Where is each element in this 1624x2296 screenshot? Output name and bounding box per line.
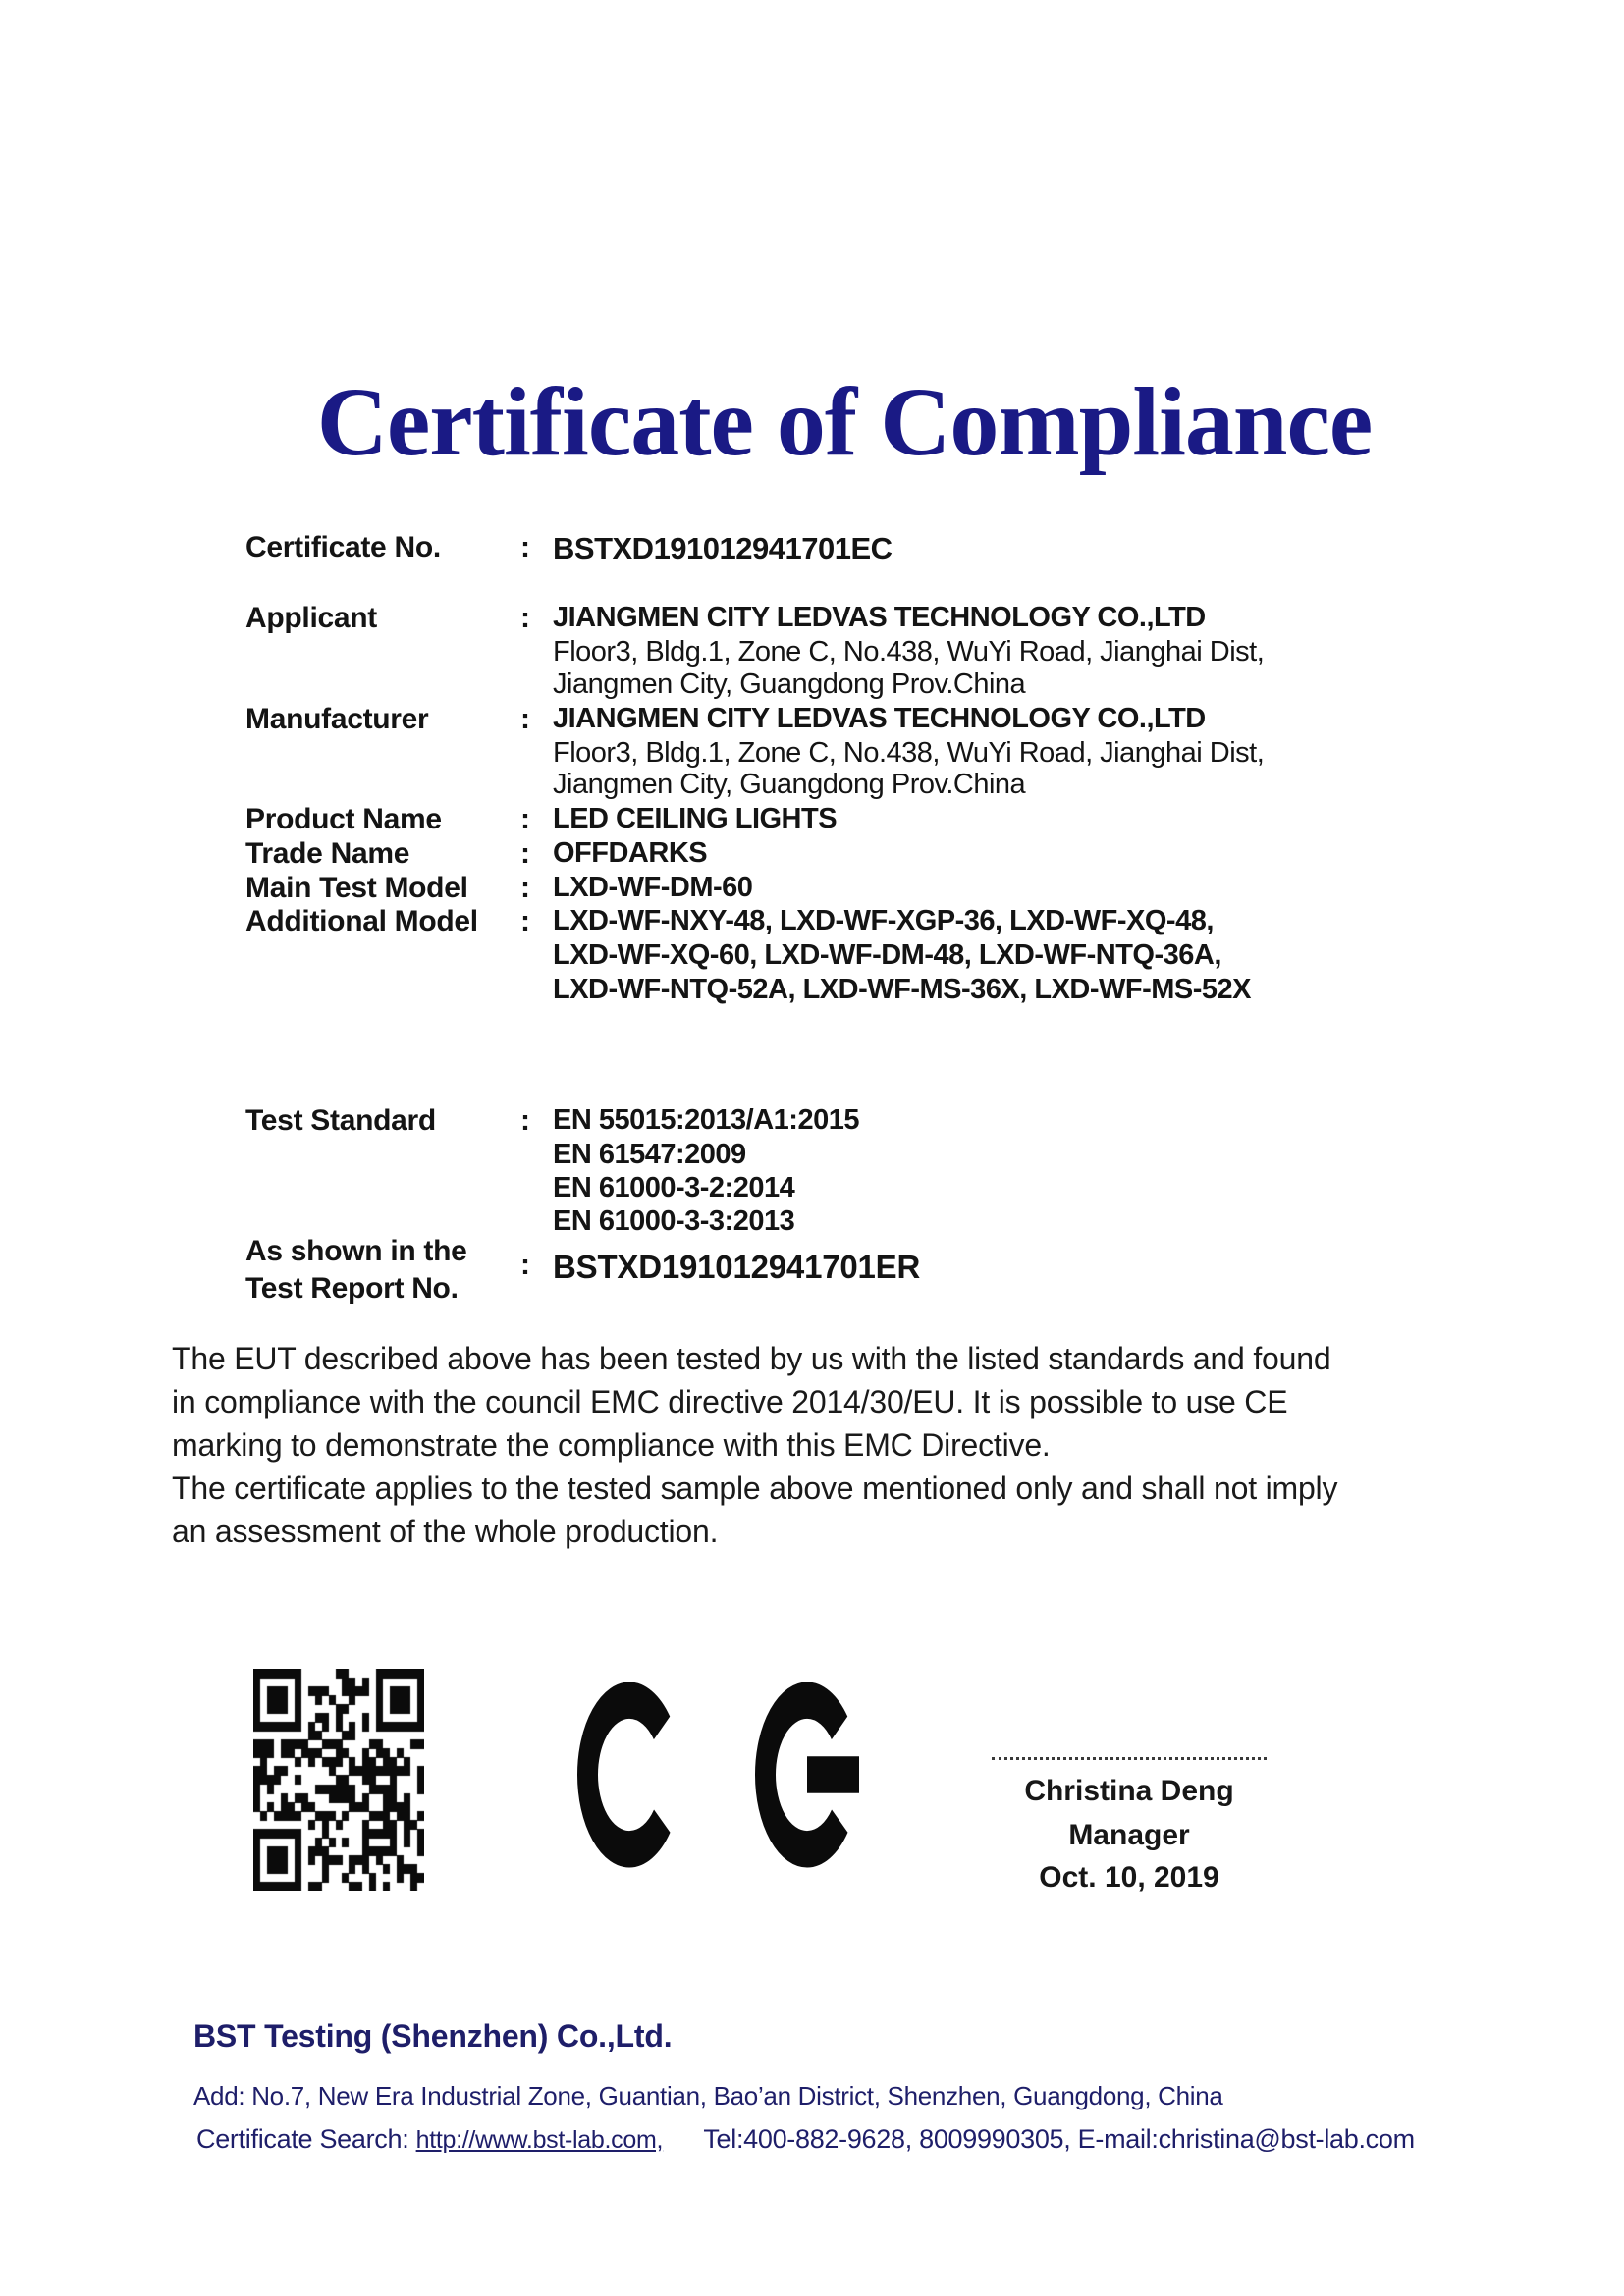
test-standard-line-2: EN 61547:2009 (553, 1139, 746, 1170)
field-certificate-no (0, 531, 1624, 570)
test-standard-line-4: EN 61000-3-3:2013 (553, 1205, 795, 1237)
lab-address: Add: No.7, New Era Industrial Zone, Guantian, Bao’an District, Shenzhen, Guangdong, China (193, 2081, 1223, 2110)
product-name-value: LED CEILING LIGHTS (553, 803, 838, 834)
signatory-role: Manager (1068, 1819, 1190, 1851)
main-test-model-label: Main Test Model (245, 872, 468, 904)
statement-line: in compliance with the council EMC directive 2014/30/EU. It is possible to use CE (172, 1384, 1288, 1419)
signatory-name: Christina Deng (1024, 1775, 1234, 1807)
certificate-no-value: BSTXD191012941701EC (553, 531, 893, 565)
product-name-label: Product Name (245, 803, 442, 835)
additional-model-line (0, 939, 1624, 979)
test-standard-label: Test Standard (245, 1104, 436, 1137)
statement-line: marking to demonstrate the compliance with this EMC Directive. (172, 1427, 1051, 1463)
certificate-search-line (196, 2124, 1415, 2155)
test-standard-line-3: EN 61000-3-2:2014 (553, 1172, 795, 1203)
statement-line: The EUT described above has been tested by us with the listed standards and found (172, 1341, 1331, 1376)
statement-line: an assessment of the whole production. (172, 1514, 719, 1549)
ce-mark-c-icon (570, 1670, 688, 1880)
colon: : (520, 602, 530, 634)
certificate-search-url-link[interactable]: http://www.bst-lab.com, (415, 2126, 664, 2154)
colon: : (520, 703, 530, 735)
manufacturer-address-1: Floor3, Bldg.1, Zone C, No.438, WuYi Road, Jianghai Dist, (553, 737, 1265, 769)
manufacturer-name: JIANGMEN CITY LEDVAS TECHNOLOGY CO.,LTD (553, 703, 1206, 734)
applicant-address-line (0, 668, 1624, 708)
signature-date: Oct. 10, 2019 (1039, 1861, 1219, 1894)
certificate-no-label: Certificate No. (245, 531, 441, 563)
additional-model-line-2: LXD-WF-XQ-60, LXD-WF-DM-48, LXD-WF-NTQ-36A, (553, 939, 1221, 971)
field-trade-name (0, 837, 1624, 877)
colon: : (520, 872, 530, 904)
colon: : (520, 1249, 530, 1281)
ce-mark-e-icon (748, 1670, 866, 1880)
lab-company-name: BST Testing (Shenzhen) Co.,Ltd. (193, 2018, 673, 2054)
main-test-model-value: LXD-WF-DM-60 (553, 872, 753, 903)
additional-model-label: Additional Model (245, 905, 478, 937)
lab-contact-info: Tel:400-882-9628, 8009990305, E-mail:christina@bst-lab.com (703, 2124, 1415, 2154)
colon: : (520, 905, 530, 937)
page-title: Certificate of Compliance (316, 367, 1373, 476)
field-manufacturer (0, 703, 1624, 742)
test-report-label-line-1: As shown in the (245, 1235, 467, 1267)
additional-model-line-3: LXD-WF-NTQ-52A, LXD-WF-MS-36X, LXD-WF-MS-52X (553, 974, 1252, 1005)
additional-model-line (0, 974, 1624, 1013)
trade-name-label: Trade Name (245, 837, 410, 870)
test-report-label-line-2: Test Report No. (245, 1272, 459, 1305)
test-report-value: BSTXD191012941701ER (553, 1249, 921, 1285)
applicant-label: Applicant (245, 602, 377, 634)
field-test-standard (0, 1104, 1624, 1144)
manufacturer-address-line (0, 769, 1624, 808)
colon: : (520, 1104, 530, 1137)
applicant-address-1: Floor3, Bldg.1, Zone C, No.438, WuYi Road, Jianghai Dist, (553, 636, 1265, 667)
applicant-name: JIANGMEN CITY LEDVAS TECHNOLOGY CO.,LTD (553, 602, 1206, 633)
statement-line: The certificate applies to the tested sample above mentioned only and shall not imply (172, 1470, 1338, 1506)
colon: : (520, 803, 530, 835)
field-test-report-value (0, 1249, 1624, 1288)
qr-code-icon (253, 1669, 424, 1891)
certificate-search-label: Certificate Search: (196, 2124, 409, 2154)
colon: : (520, 837, 530, 870)
colon: : (520, 531, 530, 563)
field-applicant (0, 602, 1624, 641)
field-product-name (0, 803, 1624, 842)
applicant-address-2: Jiangmen City, Guangdong Prov.China (553, 668, 1026, 700)
test-standard-line-1: EN 55015:2013/A1:2015 (553, 1104, 859, 1136)
signature-dotted-line (992, 1751, 1267, 1760)
trade-name-value: OFFDARKS (553, 837, 708, 869)
additional-model-line-1: LXD-WF-NXY-48, LXD-WF-XGP-36, LXD-WF-XQ-48, (553, 905, 1214, 936)
manufacturer-address-2: Jiangmen City, Guangdong Prov.China (553, 769, 1026, 800)
manufacturer-label: Manufacturer (245, 703, 429, 735)
field-additional-model (0, 905, 1624, 944)
